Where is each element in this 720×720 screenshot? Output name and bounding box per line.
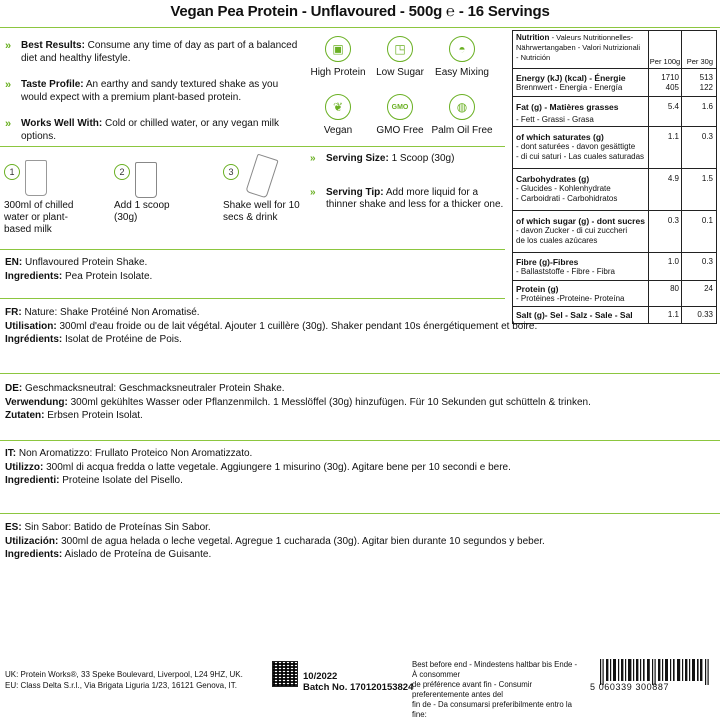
- divider: [0, 440, 720, 441]
- protein-icon: ▣: [325, 36, 351, 62]
- nutrition-row-sugar: of which sugar (g) - dont sucres - davon Zucker - di cui zuccheri de los cuales azúcares 0.3 0.1: [513, 211, 716, 253]
- badge-gmo-free: GMO GMO Free: [367, 94, 433, 136]
- drop-icon: ◍: [449, 94, 475, 120]
- serving-size: » Serving Size: 1 Scoop (30g): [310, 153, 455, 164]
- double-arrow-icon: »: [310, 187, 316, 198]
- claim-best-results: » Best Results: Consume any time of day as part of a balanced diet and healthy lifestyle.: [5, 40, 298, 64]
- serving-info: [310, 153, 505, 233]
- nutrition-row-carbohydrates: Carbohydrates (g) - Glucides - Kohlenhydrate - Carboidrati - Carbohidratos 4.9 1.5: [513, 169, 716, 211]
- batch-info: 10/2022 Batch No. 170120153824: [303, 671, 414, 693]
- nutrition-row-salt: Salt (g)- Sel - Salz - Sale - Sal 1.1 0.33: [516, 310, 713, 320]
- scoop-glass-icon: [135, 162, 157, 198]
- lang-es: ES: Sin Sabor: Batido de Proteínas Sin Sabor. Utilización: 300ml de agua helada o leche vegetal. Agregue 1 cucharada (30g). Agitar bien durante 10 segundos y beber. Ingredients: Aislado de Proteína de Guisante.: [5, 522, 545, 560]
- bowl-icon: ◓: [449, 36, 475, 62]
- lang-it: IT: Non Aromatizzo: Frullato Proteico Non Aromatizzato. Utilizzo: 300ml di acqua fredda o latte vegetale. Aggiungere 1 misurino (30g). Agitare bene per 10 secondi e bere. Ingredienti: Proteine Isolate del Pisello.: [5, 448, 511, 486]
- double-arrow-icon: »: [5, 40, 12, 52]
- badge-easy-mixing: ◓ Easy Mixing: [429, 36, 495, 78]
- claims-list: [5, 40, 305, 157]
- estimate-mark: ℮: [446, 3, 455, 20]
- divider: [0, 249, 505, 250]
- divider: [0, 513, 720, 514]
- step-text-2: Add 1 scoop (30g): [114, 200, 170, 223]
- step-number-3: 3: [223, 164, 239, 180]
- step-text-3: Shake well for 10 secs & drink: [223, 200, 300, 223]
- divider: [0, 373, 720, 374]
- claim-taste-profile: » Taste Profile: An earthy and sandy textured shake as you would expect with a premium plant-based protein.: [5, 79, 279, 103]
- lang-de: DE: Geschmacksneutral: Geschmacksneutraler Protein Shake. Verwendung: 300ml gekühltes Wasser oder Pflanzenmilch. 1 Messlöffel (30g) hinzufügen. Für 10 Sekunden gut schütteln & trinken. Zutaten: Erbsen Protein Isolat.: [5, 383, 591, 421]
- divider: [0, 298, 505, 299]
- qr-code-icon: [272, 661, 298, 687]
- lang-fr: FR: Nature: Shake Protéiné Non Aromatisé. Utilisation: 300ml d'eau froide ou de lait végétal. Ajouter 1 cuillère (30g). Shaker pendant 10s énergétiquement et boire. Ingrédients: Isolat de Protéine de Pois.: [5, 307, 538, 345]
- glass-icon: [25, 160, 47, 196]
- gmo-icon: GMO: [387, 94, 413, 120]
- nutrition-row-fat: Fat (g) - Matières grasses - Fett - Grassi - Grasa 5.4 1.6: [513, 97, 716, 127]
- divider: [0, 27, 720, 28]
- nutrition-row-fibre: Fibre (g)-Fibres - Ballaststoffe - Fibre - Fibra 1.0 0.3: [513, 253, 716, 281]
- badge-vegan: ❦ Vegan: [305, 94, 371, 136]
- badge-palm-oil-free: ◍ Palm Oil Free: [429, 94, 495, 136]
- step-text-1: 300ml of chilled water or plant- based milk: [4, 200, 74, 235]
- title-text: Vegan Pea Protein - Unflavoured - 500g: [170, 3, 443, 20]
- double-arrow-icon: »: [5, 79, 12, 91]
- claim-works-well: » Works Well With: Cold or chilled water, or any vegan milk options.: [5, 118, 279, 142]
- leaf-icon: ❦: [325, 94, 351, 120]
- lang-en: EN: Unflavoured Protein Shake. Ingredients: Pea Protein Isolate.: [5, 257, 153, 282]
- badge-high-protein: ▣ High Protein: [305, 36, 371, 78]
- step-number-2: 2: [114, 164, 130, 180]
- nutrition-row-saturates: of which saturates (g) - dont saturées - davon gesättigte - di cui saturi - Las cuales saturadas 1.1 0.3: [513, 127, 716, 169]
- sugar-icon: ◳: [387, 36, 413, 62]
- product-title: [0, 3, 720, 20]
- best-before-text: Best before end - Mindestens haltbar bis Ende - À consommer de préférence avant fin - Consumir preferentemente antes del fin de - Da consumarsi preferibilmente entro la fine:: [412, 660, 578, 719]
- nutrition-row-energy: Energy (kJ) (kcal) - Énergie Brennwert - Energia - Energía 1710 405 513 122: [513, 69, 716, 97]
- footer-addresses: UK: Protein Works®, 33 Speke Boulevard, Liverpool, L24 9HZ, UK. EU: Class Delta S.r.l., Via Brigata Liguria 1/23, 16121 Genova, IT.: [5, 670, 243, 690]
- divider: [0, 146, 505, 147]
- serving-tip: » Serving Tip: Add more liquid for a thinner shake and less for a thicker one.: [310, 187, 504, 210]
- barcode-number: 5 060339 300887: [590, 682, 670, 692]
- shaker-icon: [245, 154, 278, 199]
- nutrition-header-row: Nutrition - Valeurs Nutritionnelles- Nährwertangaben - Valori Nutrizionali - Nutrición Per 100g Per 30g: [513, 31, 716, 69]
- servings-text: - 16 Servings: [458, 3, 550, 20]
- nutrition-row-protein: Protein (g) - Protéines -Proteine- Proteína 80 24: [513, 281, 716, 307]
- step-number-1: 1: [4, 164, 20, 180]
- badge-low-sugar: ◳ Low Sugar: [367, 36, 433, 78]
- double-arrow-icon: »: [310, 153, 316, 164]
- double-arrow-icon: »: [5, 118, 12, 130]
